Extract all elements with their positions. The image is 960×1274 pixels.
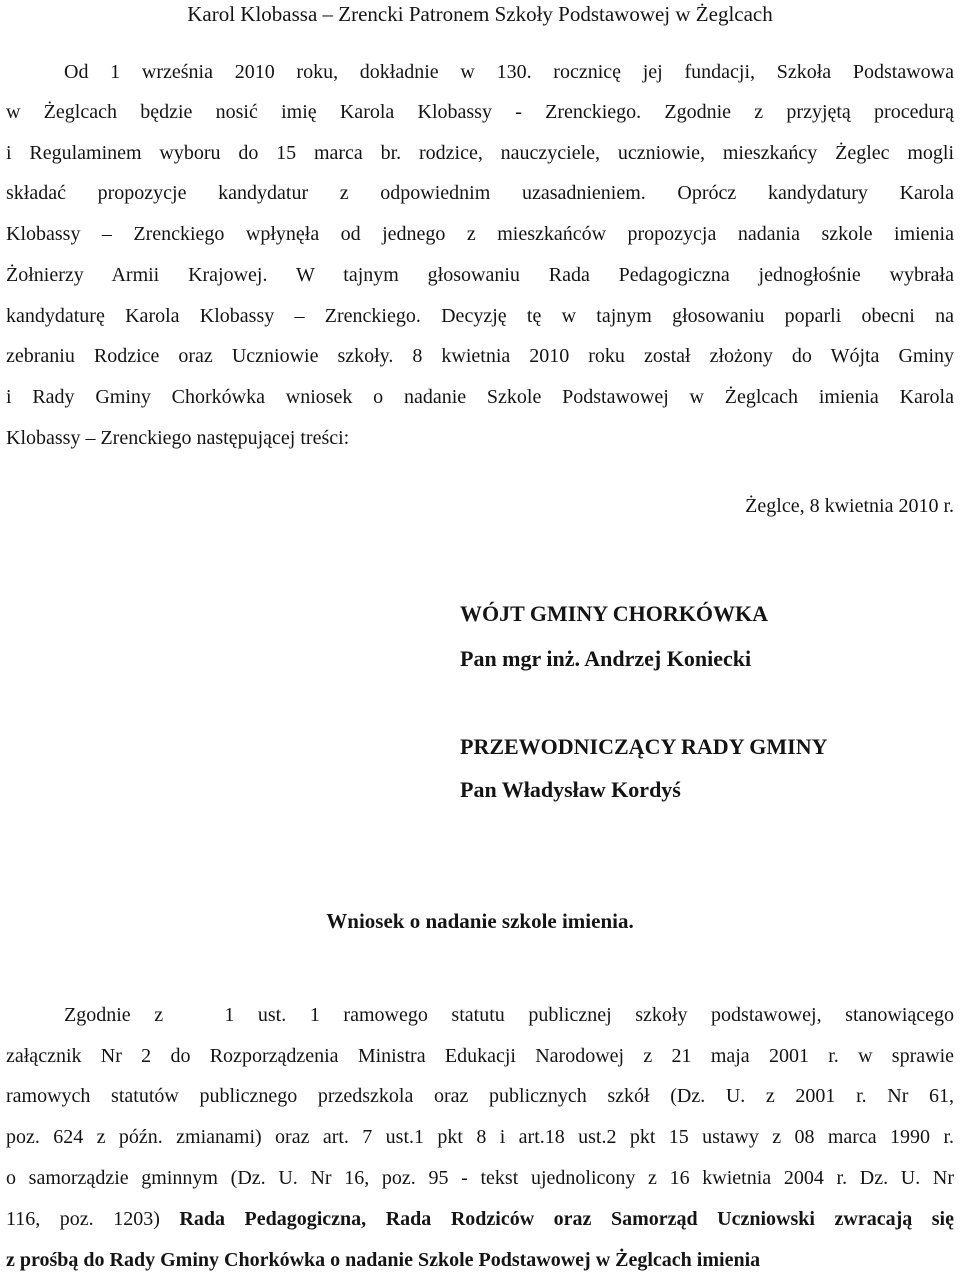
body-line-1	[64, 1003, 954, 1027]
intro-line-6: Żołnierzy Armii Krajowej. W tajnym głosowaniu Rada Pedagogiczna jednogłośnie wybrała	[6, 264, 954, 286]
intro-line-3: i Regulaminem wyboru do 15 marca br. rodzice, nauczyciele, uczniowie, mieszkańcy Żeglec mogli	[6, 142, 954, 164]
body-line-7: z prośbą do Rady Gminy Chorkówka o nadanie Szkole Podstawowej w Żeglcach imienia	[6, 1249, 761, 1271]
document-title: Karol Klobassa – Zrencki Patronem Szkoły Podstawowej w Żeglcach	[187, 2, 773, 26]
intro-line-10: Klobassy – Zrenckiego następującej treści:	[6, 427, 350, 449]
intro-line-5: Klobassy – Zrenckiego wpłynęła od jednego z mieszkańców propozycja nadania szkole imienia	[6, 223, 954, 245]
intro-line-4: składać propozycje kandydatur z odpowiednim uzasadnieniem. Oprócz kandydatury Karola	[6, 182, 954, 204]
chair-title: PRZEWODNICZĄCY RADY GMINY	[460, 734, 828, 759]
body-line-2: załącznik Nr 2 do Rozporządzenia Ministra Edukacji Narodowej z 21 maja 2001 r. w sprawie	[6, 1045, 954, 1067]
body-line-1-end: 1 ust. 1 ramowego statutu publicznej szkoły podstawowej, stanowiącego	[224, 1004, 955, 1026]
wojt-title: WÓJT GMINY CHORKÓWKA	[460, 601, 769, 626]
body-line-6-citation: 116, poz. 1203)	[6, 1208, 160, 1230]
request-heading: Wniosek o nadanie szkole imienia.	[326, 909, 634, 933]
body-line-6	[6, 1207, 954, 1231]
intro-line-7: kandydaturę Karola Klobassy – Zrenckiego. Decyzję tę w tajnym głosowaniu poparli obecni na	[6, 305, 954, 327]
body-line-6-bold: Rada Pedagogiczna, Rada Rodziców oraz Samorząd Uczniowski zwracają się	[179, 1208, 954, 1230]
body-line-5: o samorządzie gminnym (Dz. U. Nr 16, poz. 95 - tekst ujednolicony z 16 kwietnia 2004 r. Dz. U. Nr	[6, 1167, 954, 1189]
place-date: Żeglce, 8 kwietnia 2010 r.	[745, 495, 954, 517]
chair-name: Pan Władysław Kordyś	[460, 777, 681, 802]
body-line-4: poz. 624 z późn. zmianami) oraz art. 7 ust.1 pkt 8 i art.18 ust.2 pkt 15 ustawy z 08 marca 1990 r.	[6, 1126, 954, 1148]
intro-line-8: zebraniu Rodzice oraz Uczniowie szkoły. 8 kwietnia 2010 roku został złożony do Wójta Gminy	[6, 345, 954, 367]
wojt-name: Pan mgr inż. Andrzej Koniecki	[460, 646, 752, 671]
intro-line-9: i Rady Gminy Chorkówka wniosek o nadanie Szkole Podstawowej w Żeglcach imienia Karola	[6, 386, 954, 408]
body-line-1-start: Zgodnie z	[64, 1004, 164, 1026]
body-line-3: ramowych statutów publicznego przedszkola oraz publicznych szkół (Dz. U. z 2001 r. Nr 61,	[6, 1085, 954, 1107]
intro-line-2: w Żeglcach będzie nosić imię Karola Klobassy - Zrenckiego. Zgodnie z przyjętą procedurą	[6, 101, 954, 123]
intro-line-1: Od 1 września 2010 roku, dokładnie w 130. rocznicę jej fundacji, Szkoła Podstawowa	[64, 61, 954, 83]
